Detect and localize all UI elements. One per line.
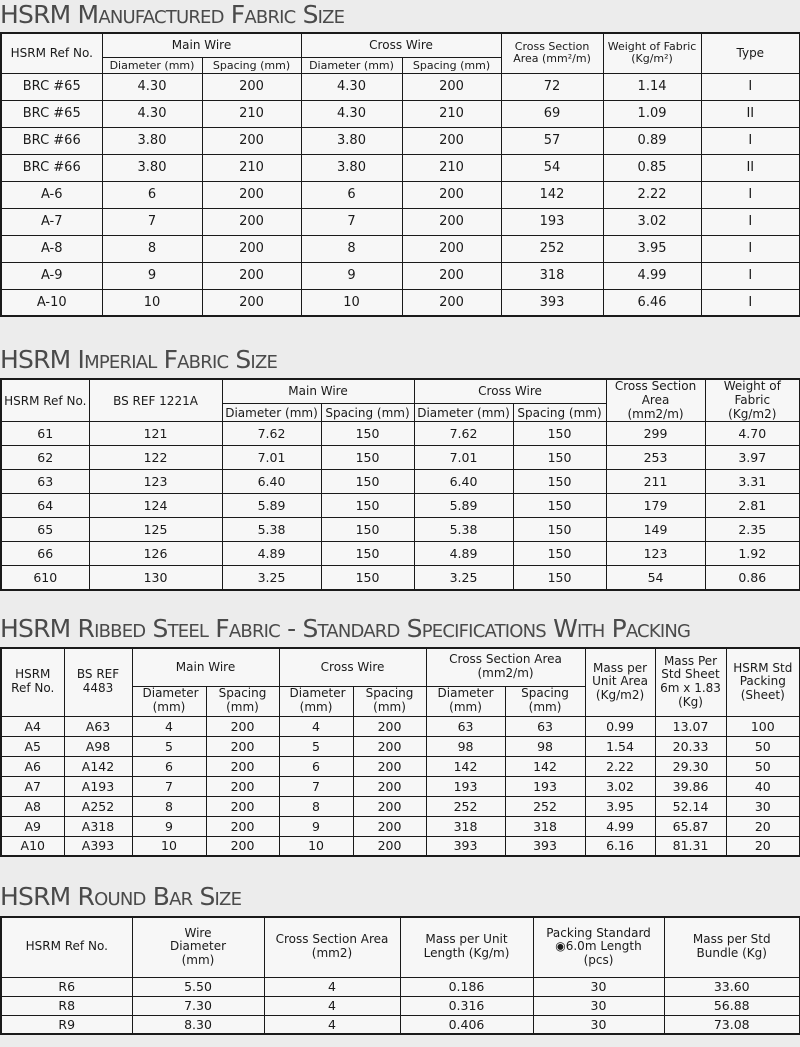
col-main-diameter: Diameter (mm) — [102, 57, 202, 73]
table-cell: A-7 — [1, 208, 102, 235]
table-cell: 54 — [606, 566, 705, 590]
table-cell: 66 — [1, 542, 89, 566]
col-main-spacing: Spacing (mm) — [206, 686, 279, 716]
table-row — [1, 208, 800, 235]
col-bs-ref: BS REF 4483 — [64, 648, 132, 716]
table-cell: 150 — [321, 518, 414, 542]
table-row — [1, 470, 800, 494]
table-cell: A-6 — [1, 181, 102, 208]
table-cell: 150 — [321, 494, 414, 518]
col-main-wire: Main Wire — [132, 648, 279, 686]
table-cell: 2.81 — [705, 494, 800, 518]
table-cell: 142 — [505, 756, 585, 776]
section-title-imperial: HSRM Imperial Fabric Size — [0, 345, 278, 374]
table-cell: A-10 — [1, 289, 102, 316]
table-cell: A8 — [1, 796, 64, 816]
table-cell: 200 — [202, 73, 301, 100]
table-cell: 57 — [501, 127, 603, 154]
table-cell: 30 — [533, 996, 664, 1015]
table-cell: 130 — [89, 566, 222, 590]
table-cell: 150 — [513, 446, 606, 470]
table-cell: 0.85 — [603, 154, 701, 181]
table-cell: 7 — [132, 776, 206, 796]
table-cell: 69 — [501, 100, 603, 127]
col-cross-diameter: Diameter (mm) — [414, 403, 513, 422]
table-cell: 150 — [513, 542, 606, 566]
table-cell: 39.86 — [655, 776, 726, 796]
col-cross-section: Cross Section Area (mm2/m) — [426, 648, 585, 686]
table-cell: 3.80 — [102, 127, 202, 154]
table-cell: 4.99 — [603, 262, 701, 289]
table-cell: 5.50 — [132, 977, 264, 996]
table-cell: 0.86 — [705, 566, 800, 590]
table-cell: 30 — [533, 977, 664, 996]
table-cell: 20.33 — [655, 736, 726, 756]
table-cell: R6 — [1, 977, 132, 996]
col-cross-wire: Cross Wire — [301, 33, 501, 57]
table-cell: 200 — [353, 756, 426, 776]
table-cell: 150 — [513, 518, 606, 542]
table-cell: 610 — [1, 566, 89, 590]
table-cell: 200 — [206, 756, 279, 776]
table-cell: 5.89 — [414, 494, 513, 518]
table-cell: 3.31 — [705, 470, 800, 494]
col-main-wire: Main Wire — [222, 379, 414, 403]
table-cell: 33.60 — [664, 977, 800, 996]
table-cell: 3.25 — [222, 566, 321, 590]
table-cell: 9 — [301, 262, 402, 289]
table-row — [1, 100, 800, 127]
table-cell: 56.88 — [664, 996, 800, 1015]
table-cell: 65 — [1, 518, 89, 542]
table-cell: 7.01 — [222, 446, 321, 470]
table-cell: 4 — [264, 977, 400, 996]
table-cell: 5 — [132, 736, 206, 756]
table-cell: 3.80 — [102, 154, 202, 181]
table-cell: 10 — [102, 289, 202, 316]
table-cell: 193 — [501, 208, 603, 235]
table-row — [1, 977, 800, 996]
table-cell: 4.30 — [301, 73, 402, 100]
table-cell: 7 — [301, 208, 402, 235]
col-ref: HSRM Ref No. — [1, 379, 89, 422]
table-cell: 200 — [206, 776, 279, 796]
round-bar-table — [0, 916, 800, 1035]
table-cell: A9 — [1, 816, 64, 836]
table-cell: A10 — [1, 836, 64, 856]
table-cell: 200 — [402, 208, 501, 235]
table-cell: 253 — [606, 446, 705, 470]
table-cell: 210 — [202, 154, 301, 181]
col-main-spacing: Spacing (mm) — [321, 403, 414, 422]
table-cell: 98 — [426, 736, 505, 756]
table-cell: 5 — [279, 736, 353, 756]
table-cell: I — [701, 127, 800, 154]
section-title-ribbed: HSRM Ribbed Steel Fabric - Standard Specifications With Packing — [0, 614, 691, 643]
table-row — [1, 289, 800, 316]
table-cell: 6.46 — [603, 289, 701, 316]
table-row — [1, 154, 800, 181]
table-cell: 50 — [726, 736, 800, 756]
col-type: Type — [701, 33, 800, 73]
ribbed-fabric-table — [0, 647, 800, 857]
table-cell: 210 — [402, 100, 501, 127]
col-packing: Packing Standard ◉6.0m Length (pcs) — [533, 917, 664, 977]
table-cell: 3.02 — [585, 776, 655, 796]
col-ref: HSRM Ref No. — [1, 33, 102, 73]
table-cell: 4 — [279, 716, 353, 736]
table-cell: 299 — [606, 422, 705, 446]
table-cell: 5.89 — [222, 494, 321, 518]
table-row — [1, 716, 800, 736]
table-cell: 13.07 — [655, 716, 726, 736]
col-packing: HSRM Std Packing (Sheet) — [726, 648, 800, 716]
table-cell: 63 — [1, 470, 89, 494]
table-cell: 150 — [513, 470, 606, 494]
table-cell: 10 — [301, 289, 402, 316]
manufactured-fabric-table — [0, 32, 800, 317]
table-cell: 20 — [726, 836, 800, 856]
table-cell: 20 — [726, 816, 800, 836]
table-cell: 73.08 — [664, 1015, 800, 1034]
table-cell: R9 — [1, 1015, 132, 1034]
table-cell: 6.40 — [222, 470, 321, 494]
table-cell: 193 — [505, 776, 585, 796]
table-cell: 30 — [726, 796, 800, 816]
col-main-wire: Main Wire — [102, 33, 301, 57]
table-cell: 81.31 — [655, 836, 726, 856]
table-cell: A63 — [64, 716, 132, 736]
table-cell: 142 — [426, 756, 505, 776]
table-cell: 7.01 — [414, 446, 513, 470]
table-cell: 200 — [202, 235, 301, 262]
table-cell: 9 — [279, 816, 353, 836]
table-cell: A-9 — [1, 262, 102, 289]
table-cell: 150 — [513, 494, 606, 518]
table-row — [1, 996, 800, 1015]
col-main-diameter: Diameter (mm) — [132, 686, 206, 716]
table-cell: 200 — [402, 262, 501, 289]
table-cell: 8 — [301, 235, 402, 262]
table-cell: 4 — [264, 996, 400, 1015]
table-cell: BRC #66 — [1, 127, 102, 154]
table-cell: 6 — [102, 181, 202, 208]
table-cell: 9 — [132, 816, 206, 836]
table-row — [1, 542, 800, 566]
table-cell: 3.97 — [705, 446, 800, 470]
col-area-diameter: Diameter (mm) — [426, 686, 505, 716]
table-cell: 4 — [132, 716, 206, 736]
table-cell: 200 — [402, 289, 501, 316]
table-cell: 121 — [89, 422, 222, 446]
table-cell: 179 — [606, 494, 705, 518]
table-cell: 61 — [1, 422, 89, 446]
table-cell: 6.16 — [585, 836, 655, 856]
table-cell: 64 — [1, 494, 89, 518]
table-cell: BRC #65 — [1, 100, 102, 127]
table-cell: I — [701, 235, 800, 262]
section-title-manufactured: HSRM Manufactured Fabric Size — [0, 0, 345, 29]
table-cell: 9 — [102, 262, 202, 289]
col-cross-spacing: Spacing (mm) — [402, 57, 501, 73]
table-cell: 3.02 — [603, 208, 701, 235]
table-cell: 4.89 — [414, 542, 513, 566]
table-cell: 318 — [501, 262, 603, 289]
table-cell: R8 — [1, 996, 132, 1015]
col-cross-section: Cross Section Area (mm²/m) — [501, 33, 603, 73]
table-cell: 200 — [206, 736, 279, 756]
table-row — [1, 816, 800, 836]
table-cell: 200 — [202, 262, 301, 289]
table-cell: A4 — [1, 716, 64, 736]
col-weight: Weight of Fabric (Kg/m2) — [705, 379, 800, 422]
table-cell: 62 — [1, 446, 89, 470]
table-row — [1, 736, 800, 756]
table-cell: 50 — [726, 756, 800, 776]
table-cell: 125 — [89, 518, 222, 542]
table-cell: A-8 — [1, 235, 102, 262]
table-cell: 318 — [426, 816, 505, 836]
table-cell: 393 — [505, 836, 585, 856]
table-cell: 150 — [321, 566, 414, 590]
table-cell: 29.30 — [655, 756, 726, 776]
table-cell: 8 — [279, 796, 353, 816]
table-cell: 200 — [402, 127, 501, 154]
table-cell: I — [701, 208, 800, 235]
table-cell: A98 — [64, 736, 132, 756]
table-cell: 5.38 — [414, 518, 513, 542]
table-cell: 2.22 — [603, 181, 701, 208]
table-cell: 3.80 — [301, 154, 402, 181]
table-row — [1, 235, 800, 262]
table-row — [1, 262, 800, 289]
table-cell: A393 — [64, 836, 132, 856]
table-cell: 3.25 — [414, 566, 513, 590]
table-cell: 200 — [353, 736, 426, 756]
table-cell: II — [701, 154, 800, 181]
table-cell: 393 — [426, 836, 505, 856]
table-cell: 252 — [426, 796, 505, 816]
table-row — [1, 836, 800, 856]
table-cell: 7.30 — [132, 996, 264, 1015]
table-cell: II — [701, 100, 800, 127]
table-cell: A252 — [64, 796, 132, 816]
table-cell: I — [701, 181, 800, 208]
table-cell: 7 — [279, 776, 353, 796]
table-cell: 150 — [321, 422, 414, 446]
table-cell: A5 — [1, 736, 64, 756]
table-row — [1, 73, 800, 100]
table-cell: 211 — [606, 470, 705, 494]
table-cell: 193 — [426, 776, 505, 796]
table-cell: 6 — [132, 756, 206, 776]
table-row — [1, 446, 800, 470]
col-bs-ref: BS REF 1221A — [89, 379, 222, 422]
table-cell: 210 — [202, 100, 301, 127]
table-cell: 0.89 — [603, 127, 701, 154]
table-cell: 98 — [505, 736, 585, 756]
table-cell: 1.14 — [603, 73, 701, 100]
table-cell: 123 — [606, 542, 705, 566]
table-row — [1, 796, 800, 816]
table-row — [1, 756, 800, 776]
table-cell: 52.14 — [655, 796, 726, 816]
section-title-round-bar: HSRM Round Bar Size — [0, 882, 242, 911]
table-cell: 4.30 — [102, 100, 202, 127]
col-cross-wire: Cross Wire — [414, 379, 606, 403]
table-cell: 200 — [353, 716, 426, 736]
table-cell: BRC #65 — [1, 73, 102, 100]
table-cell: 126 — [89, 542, 222, 566]
table-cell: 200 — [202, 289, 301, 316]
table-cell: 200 — [206, 716, 279, 736]
table-cell: 8 — [102, 235, 202, 262]
table-cell: 200 — [402, 181, 501, 208]
col-main-spacing: Spacing (mm) — [202, 57, 301, 73]
table-cell: I — [701, 289, 800, 316]
table-cell: 6.40 — [414, 470, 513, 494]
table-cell: A6 — [1, 756, 64, 776]
col-mass-length: Mass per Unit Length (Kg/m) — [400, 917, 533, 977]
table-cell: 200 — [402, 235, 501, 262]
table-cell: 200 — [353, 816, 426, 836]
table-cell: 149 — [606, 518, 705, 542]
table-cell: 30 — [533, 1015, 664, 1034]
table-cell: A142 — [64, 756, 132, 776]
table-cell: 0.99 — [585, 716, 655, 736]
table-cell: 200 — [206, 796, 279, 816]
table-cell: 8.30 — [132, 1015, 264, 1034]
col-cross-spacing: Spacing (mm) — [513, 403, 606, 422]
table-row — [1, 422, 800, 446]
col-area-spacing: Spacing (mm) — [505, 686, 585, 716]
table-cell: 5.38 — [222, 518, 321, 542]
table-cell: 200 — [353, 836, 426, 856]
table-cell: 200 — [202, 127, 301, 154]
col-cross-wire: Cross Wire — [279, 648, 426, 686]
table-cell: 65.87 — [655, 816, 726, 836]
col-main-diameter: Diameter (mm) — [222, 403, 321, 422]
col-cross-diameter: Diameter (mm) — [279, 686, 353, 716]
col-mass-bundle: Mass per Std Bundle (Kg) — [664, 917, 800, 977]
table-cell: 123 — [89, 470, 222, 494]
col-cross-spacing: Spacing (mm) — [353, 686, 426, 716]
table-cell: 54 — [501, 154, 603, 181]
table-cell: 4.30 — [301, 100, 402, 127]
table-cell: 4.70 — [705, 422, 800, 446]
table-cell: 4.89 — [222, 542, 321, 566]
table-cell: 318 — [505, 816, 585, 836]
table-cell: 7.62 — [222, 422, 321, 446]
table-cell: 150 — [321, 542, 414, 566]
table-cell: A7 — [1, 776, 64, 796]
table-cell: 124 — [89, 494, 222, 518]
table-row — [1, 776, 800, 796]
table-cell: A193 — [64, 776, 132, 796]
table-cell: 100 — [726, 716, 800, 736]
table-cell: 252 — [501, 235, 603, 262]
table-cell: 3.95 — [603, 235, 701, 262]
table-cell: 0.316 — [400, 996, 533, 1015]
table-cell: 210 — [402, 154, 501, 181]
table-cell: I — [701, 262, 800, 289]
table-row — [1, 566, 800, 590]
col-weight: Weight of Fabric (Kg/m²) — [603, 33, 701, 73]
table-cell: 1.09 — [603, 100, 701, 127]
table-cell: 4 — [264, 1015, 400, 1034]
table-cell: 200 — [402, 73, 501, 100]
imperial-fabric-table — [0, 378, 800, 591]
table-cell: 4.99 — [585, 816, 655, 836]
table-cell: 142 — [501, 181, 603, 208]
table-cell: 122 — [89, 446, 222, 470]
table-cell: 6 — [279, 756, 353, 776]
table-cell: 200 — [206, 816, 279, 836]
col-cross-diameter: Diameter (mm) — [301, 57, 402, 73]
table-row — [1, 127, 800, 154]
table-cell: 200 — [353, 776, 426, 796]
table-cell: 200 — [353, 796, 426, 816]
table-cell: 63 — [426, 716, 505, 736]
table-cell: 150 — [321, 470, 414, 494]
table-cell: 252 — [505, 796, 585, 816]
table-cell: 1.54 — [585, 736, 655, 756]
table-cell: 63 — [505, 716, 585, 736]
col-cross-section: Cross Section Area (mm2) — [264, 917, 400, 977]
table-cell: 3.80 — [301, 127, 402, 154]
table-cell: 6 — [301, 181, 402, 208]
table-row — [1, 181, 800, 208]
col-mass-sheet: Mass Per Std Sheet 6m x 1.83 (Kg) — [655, 648, 726, 716]
table-cell: 4.30 — [102, 73, 202, 100]
table-row — [1, 518, 800, 542]
table-cell: 72 — [501, 73, 603, 100]
table-cell: 8 — [132, 796, 206, 816]
table-row — [1, 494, 800, 518]
table-cell: 3.95 — [585, 796, 655, 816]
table-row — [1, 1015, 800, 1034]
col-wire-diameter: Wire Diameter (mm) — [132, 917, 264, 977]
table-cell: 200 — [202, 181, 301, 208]
col-cross-section: Cross Section Area (mm2/m) — [606, 379, 705, 422]
table-cell: 2.35 — [705, 518, 800, 542]
col-ref: HSRM Ref No. — [1, 648, 64, 716]
table-cell: 7.62 — [414, 422, 513, 446]
table-cell: 200 — [206, 836, 279, 856]
table-cell: I — [701, 73, 800, 100]
table-cell: 10 — [279, 836, 353, 856]
table-cell: 1.92 — [705, 542, 800, 566]
table-cell: 200 — [202, 208, 301, 235]
col-mass-unit: Mass per Unit Area (Kg/m2) — [585, 648, 655, 716]
table-cell: BRC #66 — [1, 154, 102, 181]
table-cell: 150 — [513, 422, 606, 446]
table-cell: 40 — [726, 776, 800, 796]
table-cell: 150 — [321, 446, 414, 470]
table-cell: 0.406 — [400, 1015, 533, 1034]
table-cell: 0.186 — [400, 977, 533, 996]
table-cell: 10 — [132, 836, 206, 856]
table-cell: 7 — [102, 208, 202, 235]
col-ref: HSRM Ref No. — [1, 917, 132, 977]
table-cell: A318 — [64, 816, 132, 836]
table-cell: 2.22 — [585, 756, 655, 776]
table-cell: 393 — [501, 289, 603, 316]
table-cell: 150 — [513, 566, 606, 590]
